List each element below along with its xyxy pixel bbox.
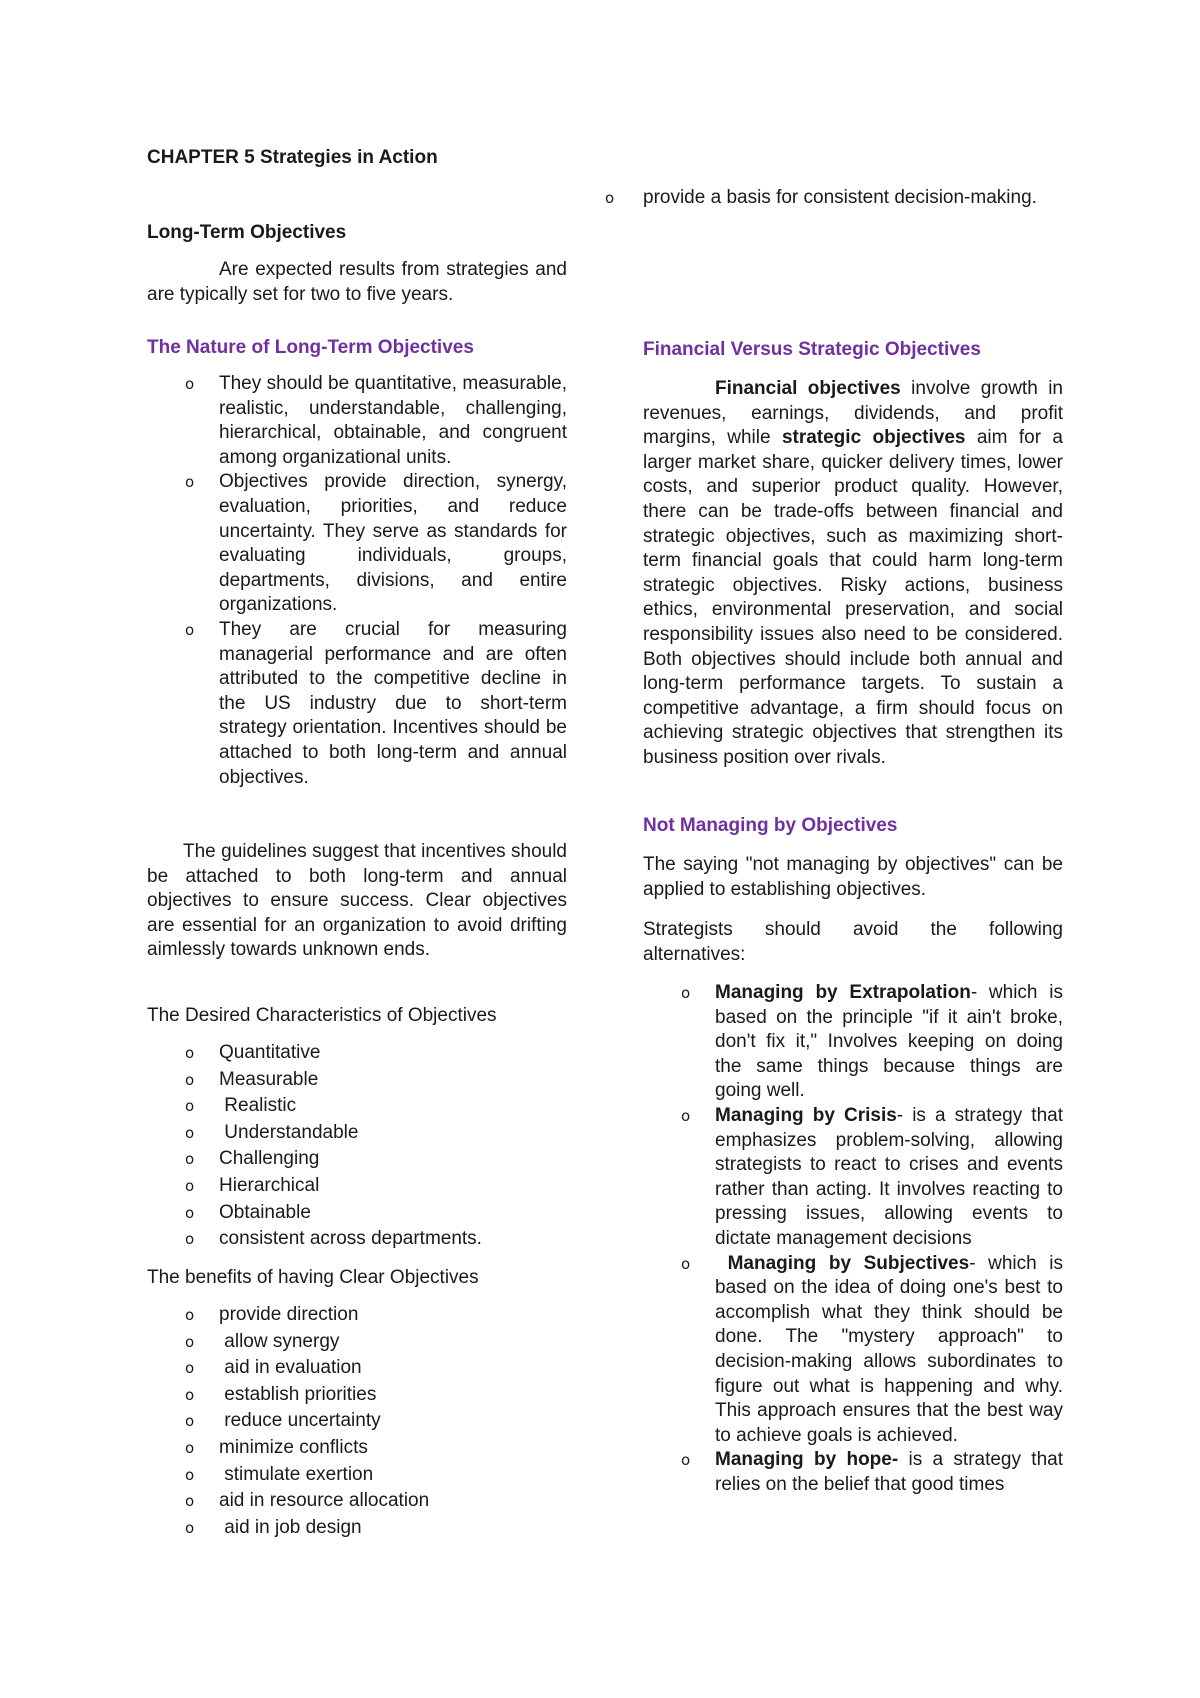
bullet-icon: o bbox=[185, 1518, 195, 1537]
list-item: o Quantitative bbox=[147, 1040, 567, 1067]
list-item: o establish priorities bbox=[147, 1382, 567, 1409]
list-item: o Hierarchical bbox=[147, 1173, 567, 1200]
bullet-icon: o bbox=[185, 1438, 195, 1457]
bullet-icon: o bbox=[185, 473, 195, 492]
list-item: o aid in job design bbox=[147, 1515, 567, 1542]
list-item: o stimulate exertion bbox=[147, 1462, 567, 1489]
list-item: o Objectives provide direction, synergy, evaluation, priorities, and reduce uncertainty. They serve as standards for evaluating individuals, groups, departments, divisions, and entire organizations. bbox=[185, 471, 567, 616]
nature-heading: The Nature of Long-Term Objectives bbox=[147, 337, 474, 358]
bullet-icon: o bbox=[681, 1451, 691, 1470]
bullet-icon: o bbox=[185, 1412, 195, 1431]
list-item: o aid in resource allocation bbox=[147, 1488, 567, 1515]
bullet-icon: o bbox=[185, 1097, 195, 1116]
alternatives-list bbox=[643, 981, 1063, 1497]
bullet-icon: o bbox=[185, 1070, 195, 1089]
long-term-objectives-definition: Are expected results from strategies and are typically set for two to five years. bbox=[147, 259, 567, 305]
list-item: o aid in evaluation bbox=[147, 1355, 567, 1382]
list-item: o Understandable bbox=[147, 1120, 567, 1147]
characteristics-list bbox=[147, 1040, 567, 1253]
bullet-icon: o bbox=[185, 1150, 195, 1169]
list-item: o consistent across departments. bbox=[147, 1226, 567, 1253]
bullet-icon: o bbox=[681, 1106, 691, 1125]
benefits-list-continued bbox=[571, 186, 1063, 211]
bullet-icon: o bbox=[185, 1332, 195, 1351]
strategists-paragraph: Strategists should avoid the following alternatives: bbox=[643, 919, 1063, 965]
bullet-icon: o bbox=[185, 1492, 195, 1511]
list-item: o Managing by Crisis- is a strategy that emphasizes problem-solving, allowing strategists to react to crises and events rather than acting. It involves reacting to pressing issues, allowing events to dictate management decisions bbox=[681, 1104, 1063, 1249]
list-item: o They should be quantitative, measurable, realistic, understandable, challenging, hierarchical, obtainable, and congruent among organizational units. bbox=[185, 373, 567, 468]
bullet-icon: o bbox=[185, 1306, 195, 1324]
list-item: o Managing by hope- is a strategy that relies on the belief that good times bbox=[681, 1449, 1064, 1495]
bullet-icon: o bbox=[185, 1123, 195, 1142]
bullet-icon: o bbox=[185, 1359, 195, 1378]
list-item: o Measurable bbox=[147, 1067, 567, 1094]
benefits-heading: The benefits of having Clear Objectives bbox=[147, 1267, 479, 1288]
bullet-icon: o bbox=[185, 1203, 195, 1222]
benefits-list bbox=[147, 1302, 567, 1541]
list-item: o provide a basis for consistent decision-making. bbox=[571, 186, 1063, 211]
bullet-icon: o bbox=[185, 1230, 195, 1249]
list-item: o Realistic bbox=[147, 1093, 567, 1120]
list-item: o provide direction bbox=[147, 1302, 567, 1329]
bullet-icon: o bbox=[185, 1385, 195, 1404]
bullet-icon: o bbox=[185, 1044, 195, 1062]
list-item: o reduce uncertainty bbox=[147, 1408, 567, 1435]
bullet-icon: o bbox=[605, 189, 615, 207]
bullet-icon: o bbox=[185, 1176, 195, 1195]
bullet-icon: o bbox=[681, 984, 691, 1002]
nature-list bbox=[147, 372, 567, 790]
list-item: o Managing by Subjectives- which is based on the idea of doing one's best to accomplish what they think should be done. The "mystery approach" to decision-making allows subordinates to figure out what is happening and why. This approach ensures that the best way to achieve goals is achieved. bbox=[681, 1252, 1063, 1446]
guidelines-paragraph: The guidelines suggest that incentives should be attached to both long-term and annual objectives to ensure success. Clear objectives are essential for an organization to avoid drifting aimlessly towards unknown ends. bbox=[147, 841, 567, 961]
long-term-objectives-heading: Long-Term Objectives bbox=[147, 222, 347, 243]
financial-vs-strategic-paragraph: Financial objectives involve growth in revenues, earnings, dividends, and profit margins, while strategic objectives aim for a larger market share, quicker delivery times, lower costs, and superior product quality. However, there can be trade-offs between financial and strategic objectives, such as maximizing short-term financial goals that could harm long-term strategic objectives. Risky actions, business ethics, environmental preservation, and social responsibility issues also need to be considered. Both objectives should include both annual and long-term performance targets. To sustain a competitive advantage, a firm should focus on achieving strategic objectives that strengthen its business position over rivals. bbox=[643, 378, 1063, 768]
characteristics-heading: The Desired Characteristics of Objectives bbox=[147, 1005, 497, 1026]
not-managing-heading: Not Managing by Objectives bbox=[643, 815, 898, 836]
list-item: o Managing by Extrapolation- which is based on the principle "if it ain't broke, don't fix it," Involves keeping on doing the same things because things are going well. bbox=[681, 982, 1063, 1102]
list-item: o allow synergy bbox=[147, 1329, 567, 1356]
not-managing-paragraph: The saying "not managing by objectives" can be applied to establishing objectives. bbox=[643, 854, 1063, 900]
list-item: o Challenging bbox=[147, 1146, 567, 1173]
bullet-icon: o bbox=[185, 1465, 195, 1484]
financial-objectives-term: Financial objectives bbox=[715, 378, 901, 399]
page-title: CHAPTER 5 Strategies in Action bbox=[147, 147, 438, 168]
strategic-objectives-term: strategic objectives bbox=[781, 427, 966, 449]
list-item: o Obtainable bbox=[147, 1200, 567, 1227]
bullet-icon: o bbox=[681, 1254, 691, 1273]
bullet-icon: o bbox=[185, 620, 195, 639]
financial-vs-strategic-heading: Financial Versus Strategic Objectives bbox=[643, 339, 981, 360]
list-item: o minimize conflicts bbox=[147, 1435, 567, 1462]
bullet-icon: o bbox=[185, 375, 195, 393]
list-item: o They are crucial for measuring managerial performance and are often attributed to the competitive decline in the US industry due to short-term strategy orientation. Incentives should be attached to both long-term and annual objectives. bbox=[185, 618, 567, 788]
